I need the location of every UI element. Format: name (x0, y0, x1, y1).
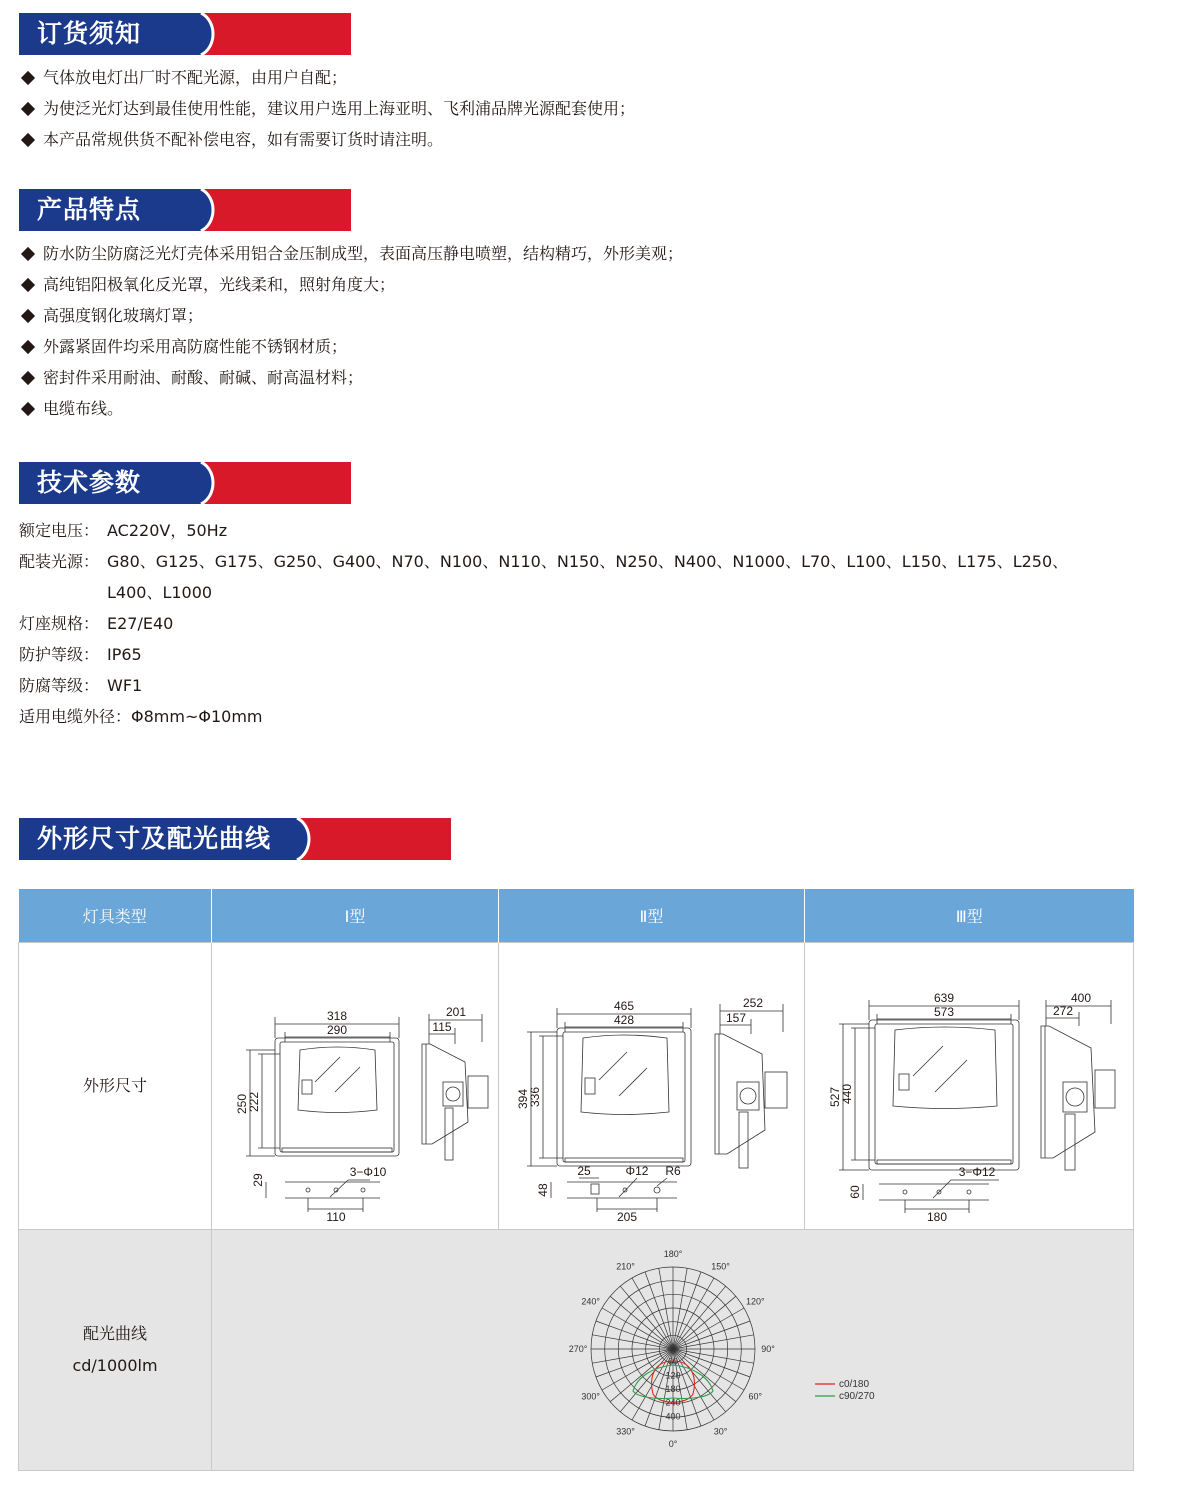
diamond-bullet-icon (21, 401, 35, 415)
dim-label: 48 (535, 1182, 550, 1197)
polar-angle-label: 270° (568, 1344, 588, 1354)
polar-radial-label: 400 (665, 1411, 681, 1422)
dim-label: Φ12 (625, 1163, 648, 1178)
polar-angle-label: 30° (713, 1426, 728, 1437)
polar-angle-label: 120° (745, 1296, 765, 1307)
polar-angle-label: 300° (581, 1391, 601, 1402)
dim-label: 115 (432, 1019, 452, 1034)
legend-label: c0/180 (839, 1379, 870, 1390)
list-item: 防水防尘防腐泛光灯壳体采用铝合金压制成型，表面高压静电喷塑，结构精巧，外形美观； (20, 238, 683, 269)
section-title: 技术参数 (37, 468, 142, 497)
dim-label: 400 (1070, 990, 1092, 1005)
section-header-ordering (19, 13, 351, 55)
param-row: 适用电缆外径： Φ8mm~Φ10mm (19, 707, 263, 726)
section-header-dims (19, 818, 451, 860)
section-header-features (19, 189, 351, 231)
list-item: 高强度钢化玻璃灯罩； (20, 300, 683, 331)
dim-label: 110 (326, 1209, 346, 1224)
dim-label: 252 (742, 995, 763, 1010)
type3-dimension-drawing (819, 972, 1119, 1224)
diamond-bullet-icon (21, 370, 35, 384)
polar-radial-label: 120 (665, 1370, 681, 1381)
polar-radial-label: 60 (667, 1356, 679, 1367)
list-item: 密封件采用耐油、耐酸、耐碱、耐高温材料； (20, 362, 683, 393)
table-row (19, 943, 1134, 1230)
dim-label: 440 (840, 1083, 854, 1104)
section-header-tech (19, 462, 351, 504)
dim-label: 25 (576, 1163, 591, 1178)
type1-dimension-drawing (220, 972, 490, 1224)
dim-label: 527 (828, 1086, 842, 1107)
param-row: 防护等级： IP65 (19, 645, 142, 664)
type3-drawing-cell (805, 943, 1134, 1230)
section-title: 产品特点 (37, 195, 142, 224)
dim-label: 180 (926, 1209, 948, 1224)
dim-label: 222 (247, 1091, 261, 1112)
tech-params (19, 515, 1131, 732)
table-row (19, 1230, 1134, 1471)
dim-label: 290 (326, 1022, 348, 1037)
dim-label: 3−Φ12 (958, 1164, 996, 1179)
dim-label: 157 (725, 1010, 746, 1025)
row-label: 外形尺寸 (19, 943, 212, 1230)
dim-label: 272 (1052, 1003, 1074, 1018)
dim-label: 394 (515, 1088, 530, 1109)
diamond-bullet-icon (21, 277, 35, 291)
table-header-cell: Ⅰ型 (212, 889, 499, 943)
dim-label: 250 (235, 1093, 249, 1114)
spec-table (18, 889, 1134, 1471)
dim-label: R6 (664, 1163, 681, 1178)
param-row: 灯座规格： E27/E40 (19, 614, 174, 633)
list-item: 为使泛光灯达到最佳使用性能，建议用户选用上海亚明、飞利浦品牌光源配套使用； (20, 93, 635, 124)
diamond-bullet-icon (21, 246, 35, 260)
dim-label: 639 (933, 990, 955, 1005)
dim-label: 428 (613, 1012, 634, 1027)
dim-label: 205 (616, 1209, 637, 1224)
section-title: 外形尺寸及配光曲线 (37, 824, 272, 853)
legend-label: c90/270 (839, 1391, 875, 1402)
param-row: 防腐等级： WF1 (19, 676, 143, 695)
ordering-list (20, 62, 635, 155)
list-item: 外露紧固件均采用高防腐性能不锈钢材质； (20, 331, 683, 362)
dim-label: 336 (527, 1086, 542, 1107)
polar-angle-label: 210° (616, 1261, 635, 1272)
param-row: 配装光源： G80、G125、G175、G250、G400、N70、N100、N110、N150、N250、N400、N1000、L70、L100、L150、L175、L250、L400、L1000 (19, 552, 1069, 602)
diamond-bullet-icon (21, 132, 35, 146)
type1-drawing-cell (212, 943, 499, 1230)
diamond-bullet-icon (21, 101, 35, 115)
list-item: 本产品常规供货不配补偿电容，如有需要订货时请注明。 (20, 124, 635, 155)
dim-label: 465 (613, 998, 634, 1013)
polar-angle-label: 60° (748, 1391, 763, 1402)
dim-label: 201 (445, 1004, 467, 1019)
polar-angle-label: 0° (668, 1439, 678, 1449)
polar-angle-label: 330° (616, 1426, 635, 1437)
type2-dimension-drawing (507, 972, 797, 1224)
dim-label: 573 (933, 1004, 955, 1019)
table-header-cell: Ⅲ型 (805, 889, 1134, 943)
diamond-bullet-icon (21, 308, 35, 322)
dim-label: 60 (848, 1184, 862, 1199)
polar-light-distribution-chart (213, 1232, 1113, 1468)
polar-radial-label: 240 (665, 1397, 681, 1408)
dim-label: 29 (251, 1172, 265, 1187)
param-row: 额定电压： AC220V，50Hz (19, 521, 228, 540)
polar-angle-label: 90° (761, 1344, 775, 1354)
polar-angle-label: 240° (581, 1296, 601, 1307)
features-list (20, 238, 683, 424)
row-label: 配光曲线 cd/1000lm (19, 1230, 212, 1471)
polar-radial-label: 0 (670, 1343, 676, 1353)
polar-angle-label: 150° (711, 1261, 730, 1272)
diamond-bullet-icon (21, 339, 35, 353)
table-header-cell: 灯具类型 (19, 889, 212, 943)
polar-angle-label: 180° (663, 1249, 683, 1259)
dim-label: 318 (326, 1008, 348, 1023)
polar-curve-cell (212, 1230, 1134, 1471)
list-item: 电缆布线。 (20, 393, 683, 424)
dim-label: 3−Φ10 (349, 1164, 387, 1179)
type2-drawing-cell (499, 943, 805, 1230)
section-title: 订货须知 (37, 19, 142, 48)
list-item: 高纯铝阳极氧化反光罩，光线柔和，照射角度大； (20, 269, 683, 300)
diamond-bullet-icon (21, 70, 35, 84)
table-header-cell: Ⅱ型 (499, 889, 805, 943)
polar-radial-label: 180 (665, 1384, 681, 1394)
list-item: 气体放电灯出厂时不配光源，由用户自配； (20, 62, 635, 93)
table-header-row (19, 889, 1134, 943)
